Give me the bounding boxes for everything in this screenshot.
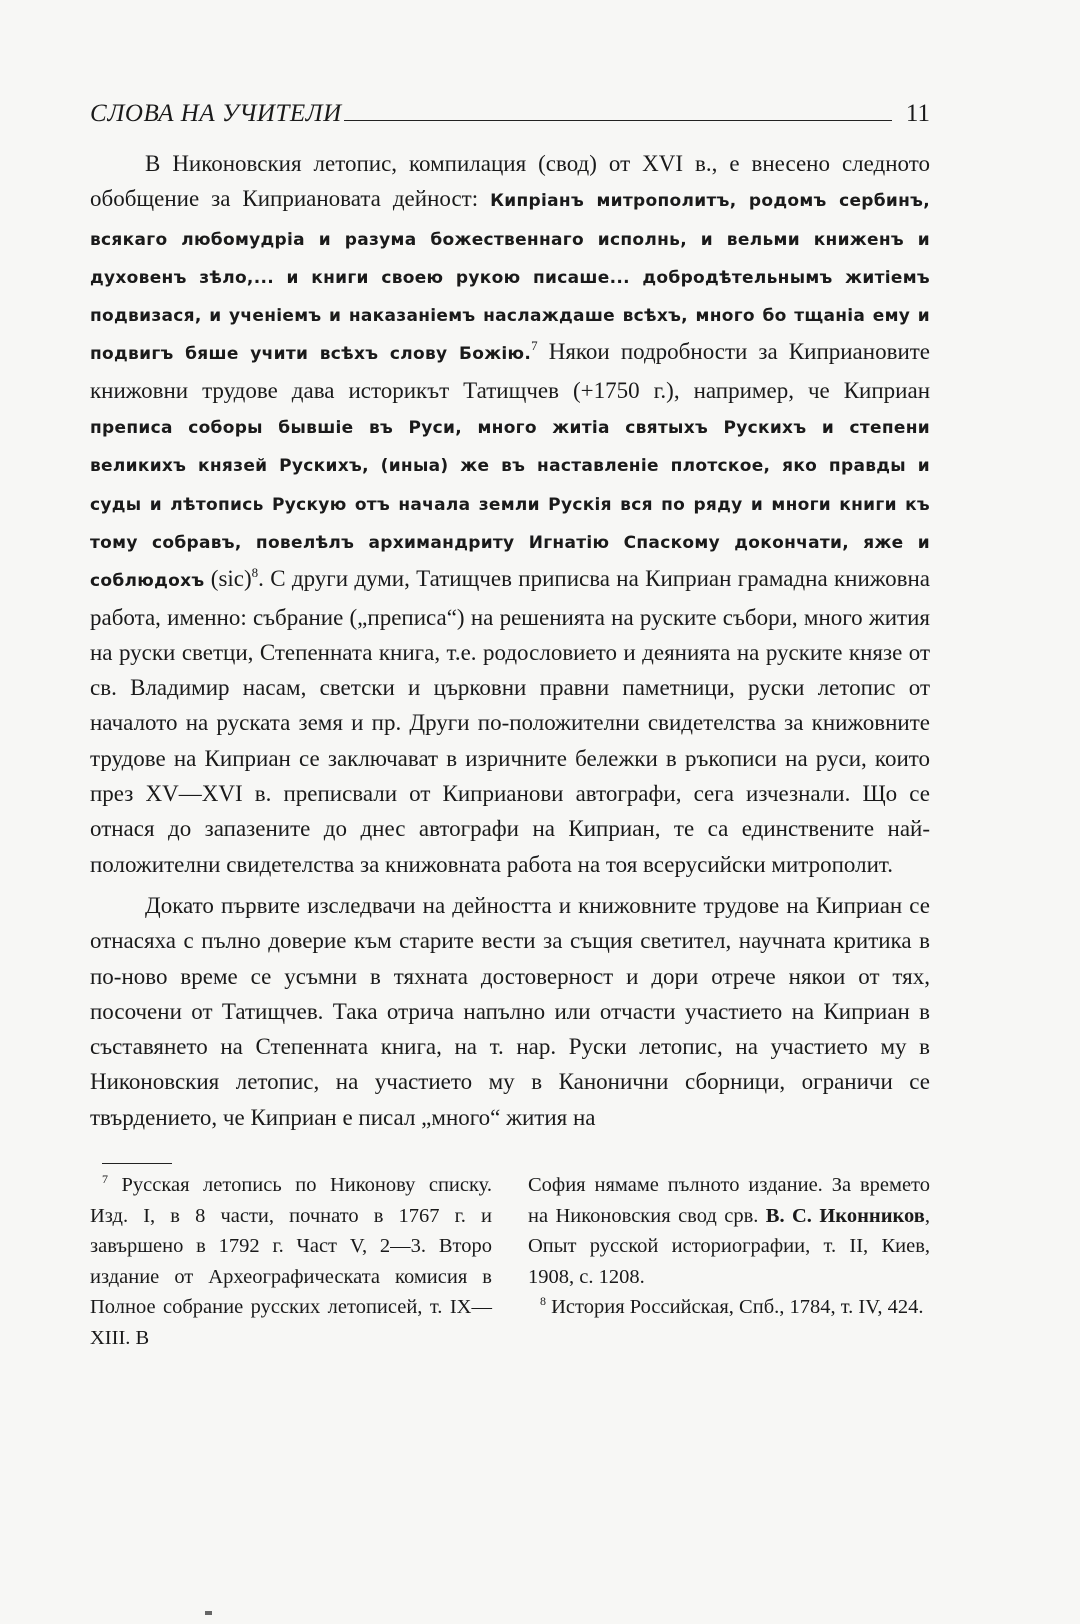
footnote-column-left	[90, 1170, 492, 1353]
footnote-text: , Опыт русской историографии, т. II, Киев, 1908, с. 1208.	[528, 1204, 930, 1288]
footnote-text: История Российская, Спб., 1784, т. IV, 424.	[546, 1296, 924, 1319]
footnote-number: 8	[540, 1294, 546, 1309]
footnote-author: В. С. Иконников	[765, 1204, 925, 1227]
footnote-ref-8[interactable]: 8	[251, 565, 259, 581]
footnote-8	[528, 1292, 930, 1323]
sic-note: (sic)	[204, 566, 252, 592]
running-header	[90, 88, 930, 128]
paragraph-2: Докато първите изследвачи на дейността и книжовните трудове на Киприан се отнасяха с пълно доверие към старите вести за същия светител, научната критика в по-ново време се усъмни в тяхната достоверност и дори отрече някои от тях, посочени от Татищчев. Така отрича напълно или отчасти участието на Киприан в съставянето на Степенната книга, на т. нар. Руски летопис, на участието му в Никоновския летопис, на участието му в Канонични сборници, ограничи се твърдението, че Киприан е писал „много“ жития на	[90, 892, 930, 1130]
header-rule	[344, 120, 892, 121]
church-slavonic-quote: преписа соборы бывшіе въ Руси, много житіа святыхъ Рускихъ и степени великихъ князей Рускихъ, (иныа) же въ наставленіе плотское, яко правды и суды и лѣтопись Рускую отъ начала земли Рускія вся по ряду и многи книги къ тому собравъ, повелѣлъ архимандриту Игнатію Спаскому докончати, яже и соблюдохъ	[90, 418, 930, 592]
footnote-number: 7	[102, 1172, 108, 1187]
footnote-column-right	[528, 1170, 930, 1353]
footnote-7	[90, 1170, 492, 1353]
footnote-text: София нямаме пълното издание. За времето на Никоновския свод срв.	[528, 1174, 930, 1227]
print-mark	[205, 1611, 212, 1615]
footnote-text: Русская летопись по Никонову списку. Изд. I, в 8 части, почнато в 1767 г. и завършено в 1792 г. Част V, 2—3. Второ издание от Археографическата комисия в Полное собрание русских летописей, т. IX—XIII. В	[90, 1174, 492, 1349]
p1-text-2: Някои подробности за Киприановите книжовни трудове дава историкът Татищчев (+1750 г.), например, че Киприан	[90, 339, 931, 403]
paragraph-1	[90, 146, 930, 882]
church-slavonic-quote: Кипріанъ митрополитъ, родомъ сербинъ, всякаго любомудріа и разума божественнаго исполнь, и вельми книженъ и духовенъ зѣло,... и книги своею рукою писаше... добродѣтельнымъ житіемъ подвизася, и ученіемъ и наказаніемъ наслаждаше всѣхъ, много бо тщаніа ему и подвигъ бяше учити всѣхъ слову Божію.	[90, 191, 931, 365]
footnote-rule	[102, 1163, 172, 1164]
body-text	[90, 146, 930, 1135]
running-title: СЛОВА НА УЧИТЕЛИ	[90, 100, 342, 127]
p1-text-3: . С други думи, Татищчев приписва на Киприан грамадна книжовна работа, именно: събрание („преписа“) на решенията на руските събори, много жития на руски светци, Степенната книга, т.е. родословието и деянията на руските князе от св. Владимир насам, светски и църковни правни паметници, руски летопис от началото на руската земя и пр. Други по-положителни свидетелства за книжовните трудове на Киприан се заключават в изричните бележки в ръкописи на руси, които през XV—XVI в. преписвали от Киприанови автографи, сега изчезнали. Що се отнася до запазените до днес автографи на Киприан, те са единствените най-положителни свидетелства за книжовната работа на тоя всерусийски митрополит.	[90, 566, 930, 877]
footnote-7-continued	[528, 1170, 930, 1292]
book-page	[90, 88, 930, 1353]
page-number: 11	[905, 100, 930, 127]
footnotes	[90, 1170, 930, 1353]
p1-intro: В Никоновския летопис, компилация (свод) от XVI в., е внесено следното обобщение за Киприановата дейност:	[90, 151, 930, 212]
footnote-ref-7[interactable]: 7	[531, 338, 538, 354]
